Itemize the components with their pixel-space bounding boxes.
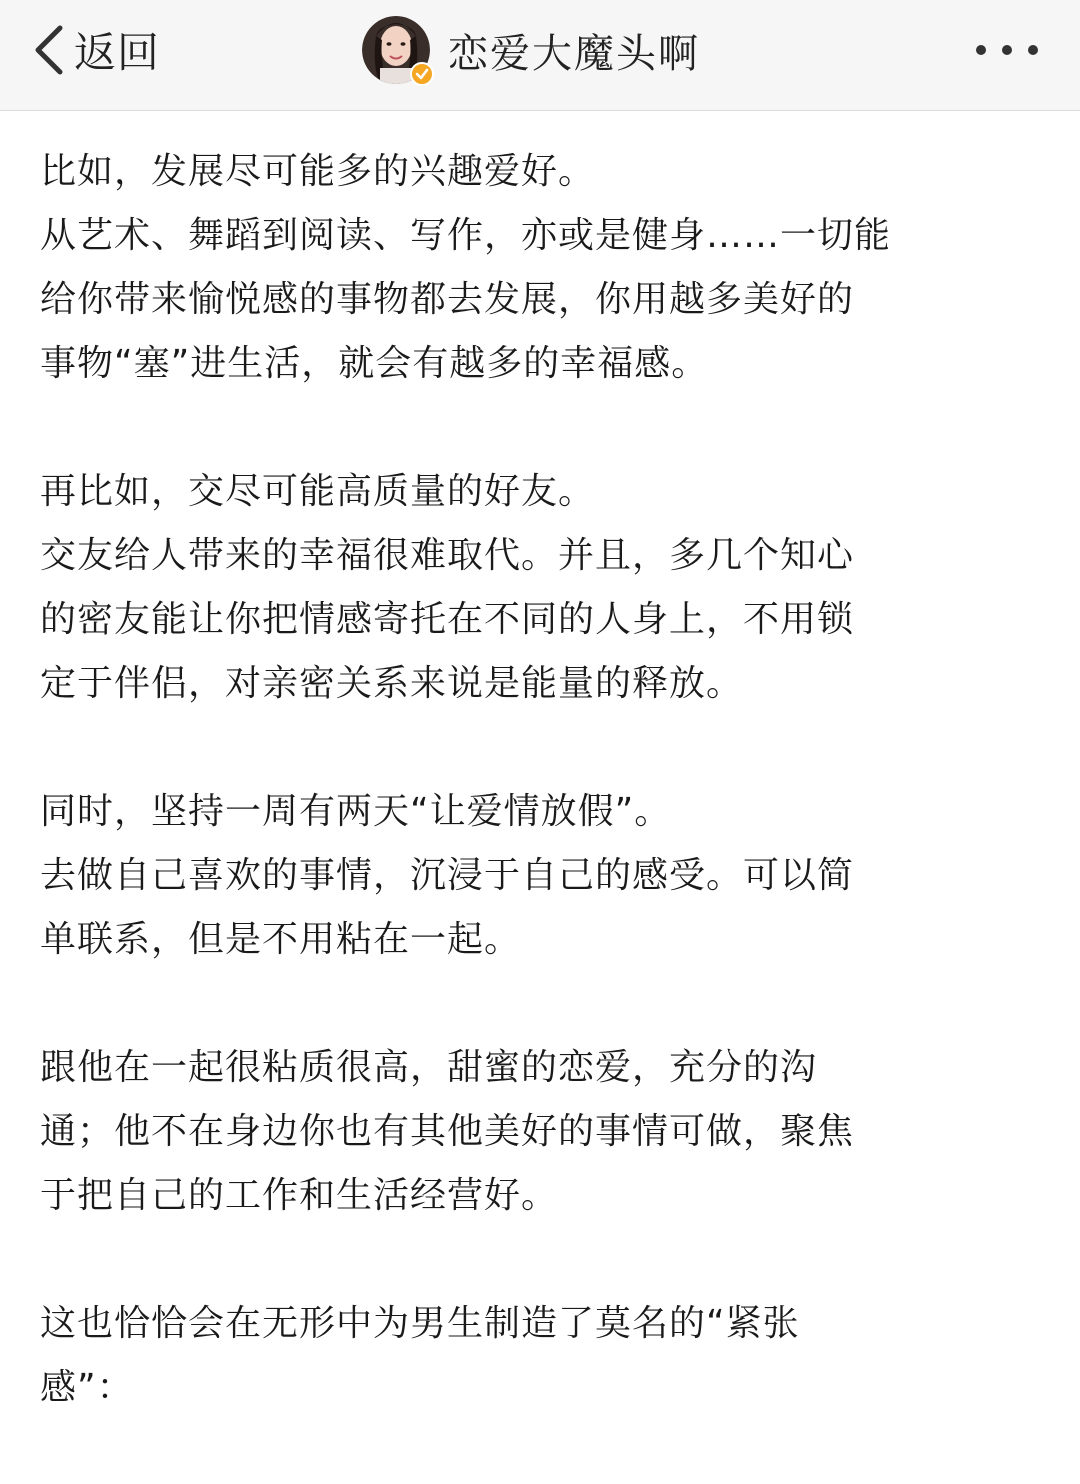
text-line: 感”： [40, 1367, 134, 1408]
back-label: 返回 [74, 28, 161, 77]
paragraph [40, 140, 1050, 396]
text-line: 比如，发展尽可能多的兴趣爱好。 [40, 151, 596, 192]
back-button[interactable] [30, 22, 160, 78]
avatar[interactable] [362, 16, 430, 84]
profile-name[interactable]: 恋爱大魔头啊 [448, 30, 700, 77]
text-line: 同时，坚持一周有两天“让爱情放假”。 [40, 791, 672, 832]
text-line: 从艺术、舞蹈到阅读、写作，亦或是健身……一切能 [40, 215, 892, 256]
top-navigation-bar [0, 0, 1080, 111]
article-body [40, 140, 1050, 1484]
text-line: 这也恰恰会在无形中为男生制造了莫名的“紧张 [40, 1303, 800, 1344]
text-line: 再比如，交尽可能高质量的好友。 [40, 471, 596, 512]
more-dots-icon[interactable] [972, 30, 1042, 70]
verified-badge-icon [410, 62, 434, 86]
text-line: 单联系，但是不用粘在一起。 [40, 919, 522, 960]
paragraph [40, 1292, 1050, 1420]
profile-header[interactable] [362, 14, 700, 86]
paragraph [40, 1036, 1050, 1228]
text-line: 定于伴侣，对亲密关系来说是能量的释放。 [40, 663, 744, 704]
text-line: 事物“塞”进生活，就会有越多的幸福感。 [40, 343, 709, 384]
text-line: 的密友能让你把情感寄托在不同的人身上，不用锁 [40, 599, 855, 640]
paragraph [40, 460, 1050, 716]
chevron-left-icon [30, 22, 70, 78]
text-line: 给你带来愉悦感的事物都去发展，你用越多美好的 [40, 279, 855, 320]
text-line: 通；他不在身边你也有其他美好的事情可做，聚焦 [40, 1111, 855, 1152]
text-line: 于把自己的工作和生活经营好。 [40, 1175, 559, 1216]
paragraph [40, 780, 1050, 972]
text-line: 跟他在一起很粘质很高，甜蜜的恋爱，充分的沟 [40, 1047, 818, 1088]
text-line: 去做自己喜欢的事情，沉浸于自己的感受。可以简 [40, 855, 855, 896]
text-line: 交友给人带来的幸福很难取代。并且，多几个知心 [40, 535, 855, 576]
